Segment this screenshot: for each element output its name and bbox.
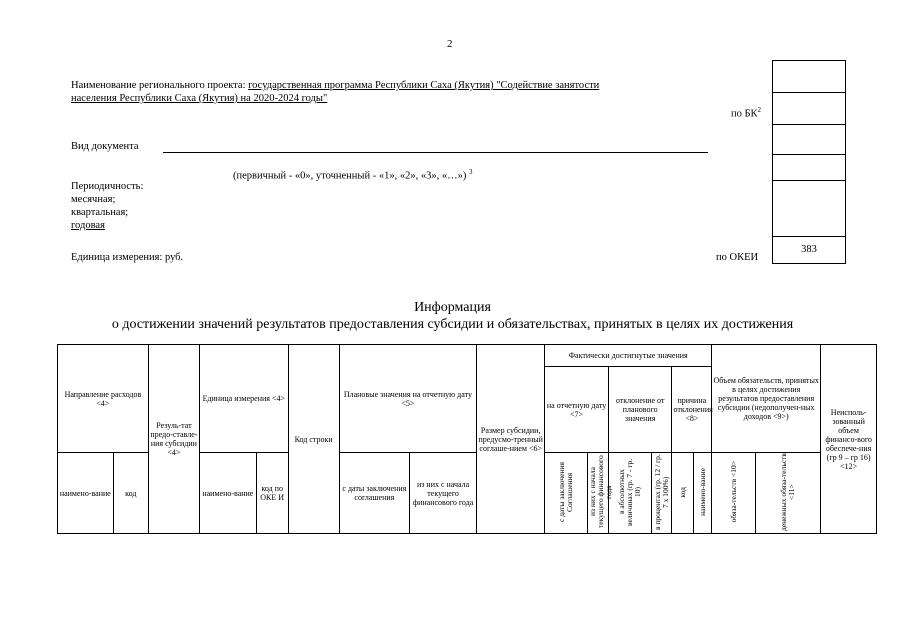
- project-name-line2: населения Республики Саха (Якутия) на 2020-2024 годы": [71, 93, 328, 104]
- code-cell-doc: [773, 125, 845, 155]
- c-okei: код по ОКЕ И: [256, 453, 288, 534]
- unit-label: Единица измерения: руб.: [71, 252, 184, 263]
- h-direction: Направление расходов <4>: [58, 345, 149, 453]
- report-table: [57, 344, 877, 534]
- h-size: Размер субсидии, предусмо-тренный соглаше-нием <6>: [477, 345, 545, 534]
- v-money: денежных обяза-тельств <11>: [779, 453, 797, 531]
- code-cell-period: [773, 181, 845, 237]
- okei-code-cell: 383: [773, 237, 845, 264]
- c-code: код: [113, 453, 148, 534]
- doc-type-line: [163, 152, 708, 153]
- periodicity-yearly: годовая: [71, 220, 105, 231]
- v-year: из них с начала текущего финансового года: [588, 455, 614, 529]
- po-bk-label: по $БК^2$: [731, 106, 762, 120]
- h-deviation: отклонение от планового значения: [608, 367, 672, 453]
- h-unit: Единица измерения <4>: [199, 345, 288, 453]
- doc-type-hint: (первичный - «0», уточненный - «1», «2», «3», «…») $^3$: [233, 168, 473, 182]
- project-name-line1: государственная программа Республики Саха (Якутия) "Содействие занятости: [248, 80, 600, 91]
- v-code: код: [677, 486, 687, 498]
- h-plan: Плановые значения на отчетную дату <5>: [339, 345, 476, 453]
- c-plan-year: из них с начала текущего финансового года: [410, 453, 477, 534]
- h-unused: Неисполь-зованный объем финансо-вого обеспече-ния (гр 9 – гр 16) <12>: [821, 345, 877, 534]
- c-unit-name: наимено-вание: [199, 453, 256, 534]
- project-name: [71, 79, 711, 105]
- heading-title: Информация: [414, 300, 491, 315]
- h-result: Резуль-тат предо-ставле-ния субсидии <4>: [148, 345, 199, 534]
- c-plan-from: с даты заключения соглашения: [339, 453, 409, 534]
- h-volume: Объем обязательств, принятых в целях достижения результатов предоставления субсидии (недополучен-ных доходов <9>): [712, 345, 821, 453]
- h-reason: причина отклонения <8>: [672, 367, 712, 453]
- v-pct: в процентах (гр. 12 / гр. 7 х 100%): [652, 454, 670, 530]
- project-label: Наименование регионального проекта:: [71, 80, 249, 91]
- h-fact-date: на отчетную дату <7>: [545, 367, 609, 453]
- okei-label: по ОКЕИ: [716, 252, 759, 263]
- doc-type-label: Вид документа: [71, 141, 139, 152]
- heading-subtitle: о достижении значений результатов предоставления субсидии и обязательствах, принятых в целях их достижения: [111, 317, 794, 332]
- periodicity-label: Периодичность:: [71, 181, 144, 192]
- periodicity-quarterly: квартальная;: [71, 207, 129, 218]
- page-number: 2: [447, 38, 453, 50]
- c-name: наимено-вание: [58, 453, 114, 534]
- v-name: наимено-вание: [697, 468, 707, 516]
- h-code: Код строки: [288, 345, 339, 534]
- periodicity: [71, 180, 143, 232]
- code-box: [772, 60, 846, 264]
- code-cell-bk: [773, 93, 845, 125]
- periodicity-monthly: месячная;: [71, 194, 116, 205]
- v-oblig: обяза-тельств <10>: [728, 461, 738, 523]
- code-cell-1: [773, 61, 845, 93]
- h-fact: Фактически достигнутые значения: [545, 345, 712, 367]
- code-cell-4: [773, 155, 845, 181]
- v-from-date: с даты заключения Соглашения: [557, 462, 575, 522]
- v-abs: в абсолютных величинах (гр. 7 - гр. 10): [616, 458, 642, 526]
